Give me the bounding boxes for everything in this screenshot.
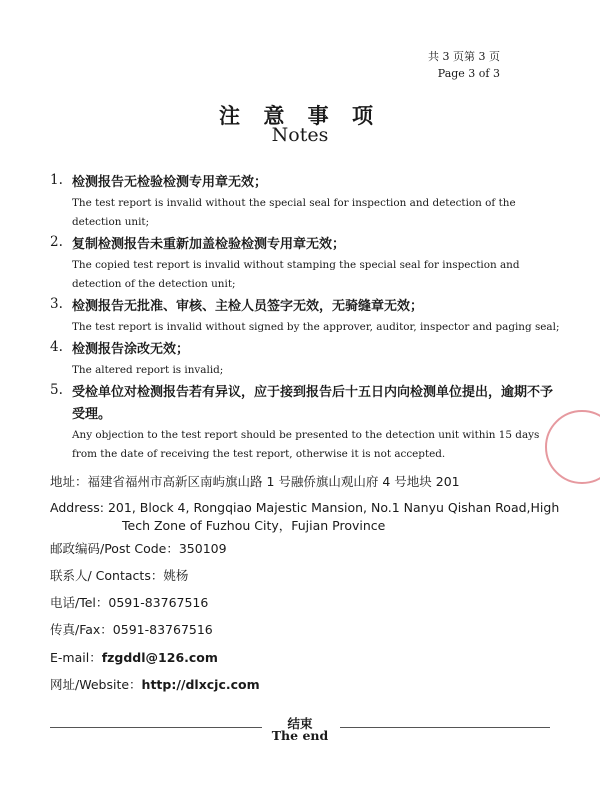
note-item-2 <box>50 234 560 294</box>
note-text-cn: 受检单位对检测报告若有异议，应于接到报告后十五日内向检测单位提出，逾期不予受理。 <box>72 385 554 422</box>
note-text-en: The copied test report is invalid without stamping the special seal for inspection and detection of the detection unit; <box>72 259 520 290</box>
email-row <box>50 649 570 667</box>
contacts: 联系人/ Contacts：姚杨 <box>50 568 189 583</box>
email-label: E-mail： <box>50 650 102 665</box>
page-number-cn: 共 3 页第 3 页 <box>428 50 500 63</box>
telephone: 电话/Tel：0591-83767516 <box>50 595 209 610</box>
website-link[interactable]: http://dlxcjc.com <box>141 677 260 692</box>
address-en-line-2: Tech Zone of Fuzhou City，Fujian Province <box>122 518 386 533</box>
website-label: 网址/Website： <box>50 677 142 692</box>
note-item-3 <box>50 296 560 337</box>
address-cn: 地址：福建省福州市高新区南屿旗山路 1 号融侨旗山观山府 4 号地块 201 <box>50 474 460 489</box>
end-text-cn: 结束 <box>287 716 313 731</box>
note-number: 2. <box>50 234 63 250</box>
note-text-cn: 检测报告涂改无效； <box>72 342 190 357</box>
fax: 传真/Fax：0591-83767516 <box>50 622 213 637</box>
note-text-en: The test report is invalid without signed by the approver, auditor, inspector and paging seal; <box>72 321 560 333</box>
end-text-en: The end <box>271 728 329 743</box>
address-en <box>50 499 570 535</box>
note-text-en: The test report is invalid without the special seal for inspection and detection of the detection unit; <box>72 197 516 228</box>
note-text-cn: 检测报告无检验检测专用章无效； <box>72 175 268 190</box>
page-number-header <box>428 48 500 82</box>
note-item-5 <box>50 382 560 464</box>
address-en-line-1: Address: 201, Block 4, Rongqiao Majestic Mansion, No.1 Nanyu Qishan Road,High <box>50 500 560 515</box>
note-number: 1. <box>50 172 63 188</box>
title-cn: 注 意 事 项 <box>219 104 381 128</box>
note-number: 3. <box>50 296 63 312</box>
note-number: 5. <box>50 382 63 398</box>
notes-list <box>50 172 560 466</box>
post-code: 邮政编码/Post Code：350109 <box>50 541 227 556</box>
end-marker <box>50 714 550 744</box>
title-en: Notes <box>271 124 329 146</box>
note-number: 4. <box>50 339 63 355</box>
note-item-1 <box>50 172 560 232</box>
website-row <box>50 676 570 694</box>
note-text-cn: 检测报告无批准、审核、主检人员签字无效，无骑缝章无效； <box>72 299 424 314</box>
note-text-cn: 复制检测报告未重新加盖检验检测专用章无效； <box>72 237 346 252</box>
email-link[interactable]: fzgddl@126.com <box>101 650 218 665</box>
note-text-en: The altered report is invalid; <box>72 364 224 376</box>
note-item-4 <box>50 339 560 380</box>
page-number-en: Page 3 of 3 <box>437 67 500 80</box>
note-text-en: Any objection to the test report should be presented to the detection unit within 15 days from the date of receiving the test report, otherwise it is not accepted. <box>72 429 540 460</box>
